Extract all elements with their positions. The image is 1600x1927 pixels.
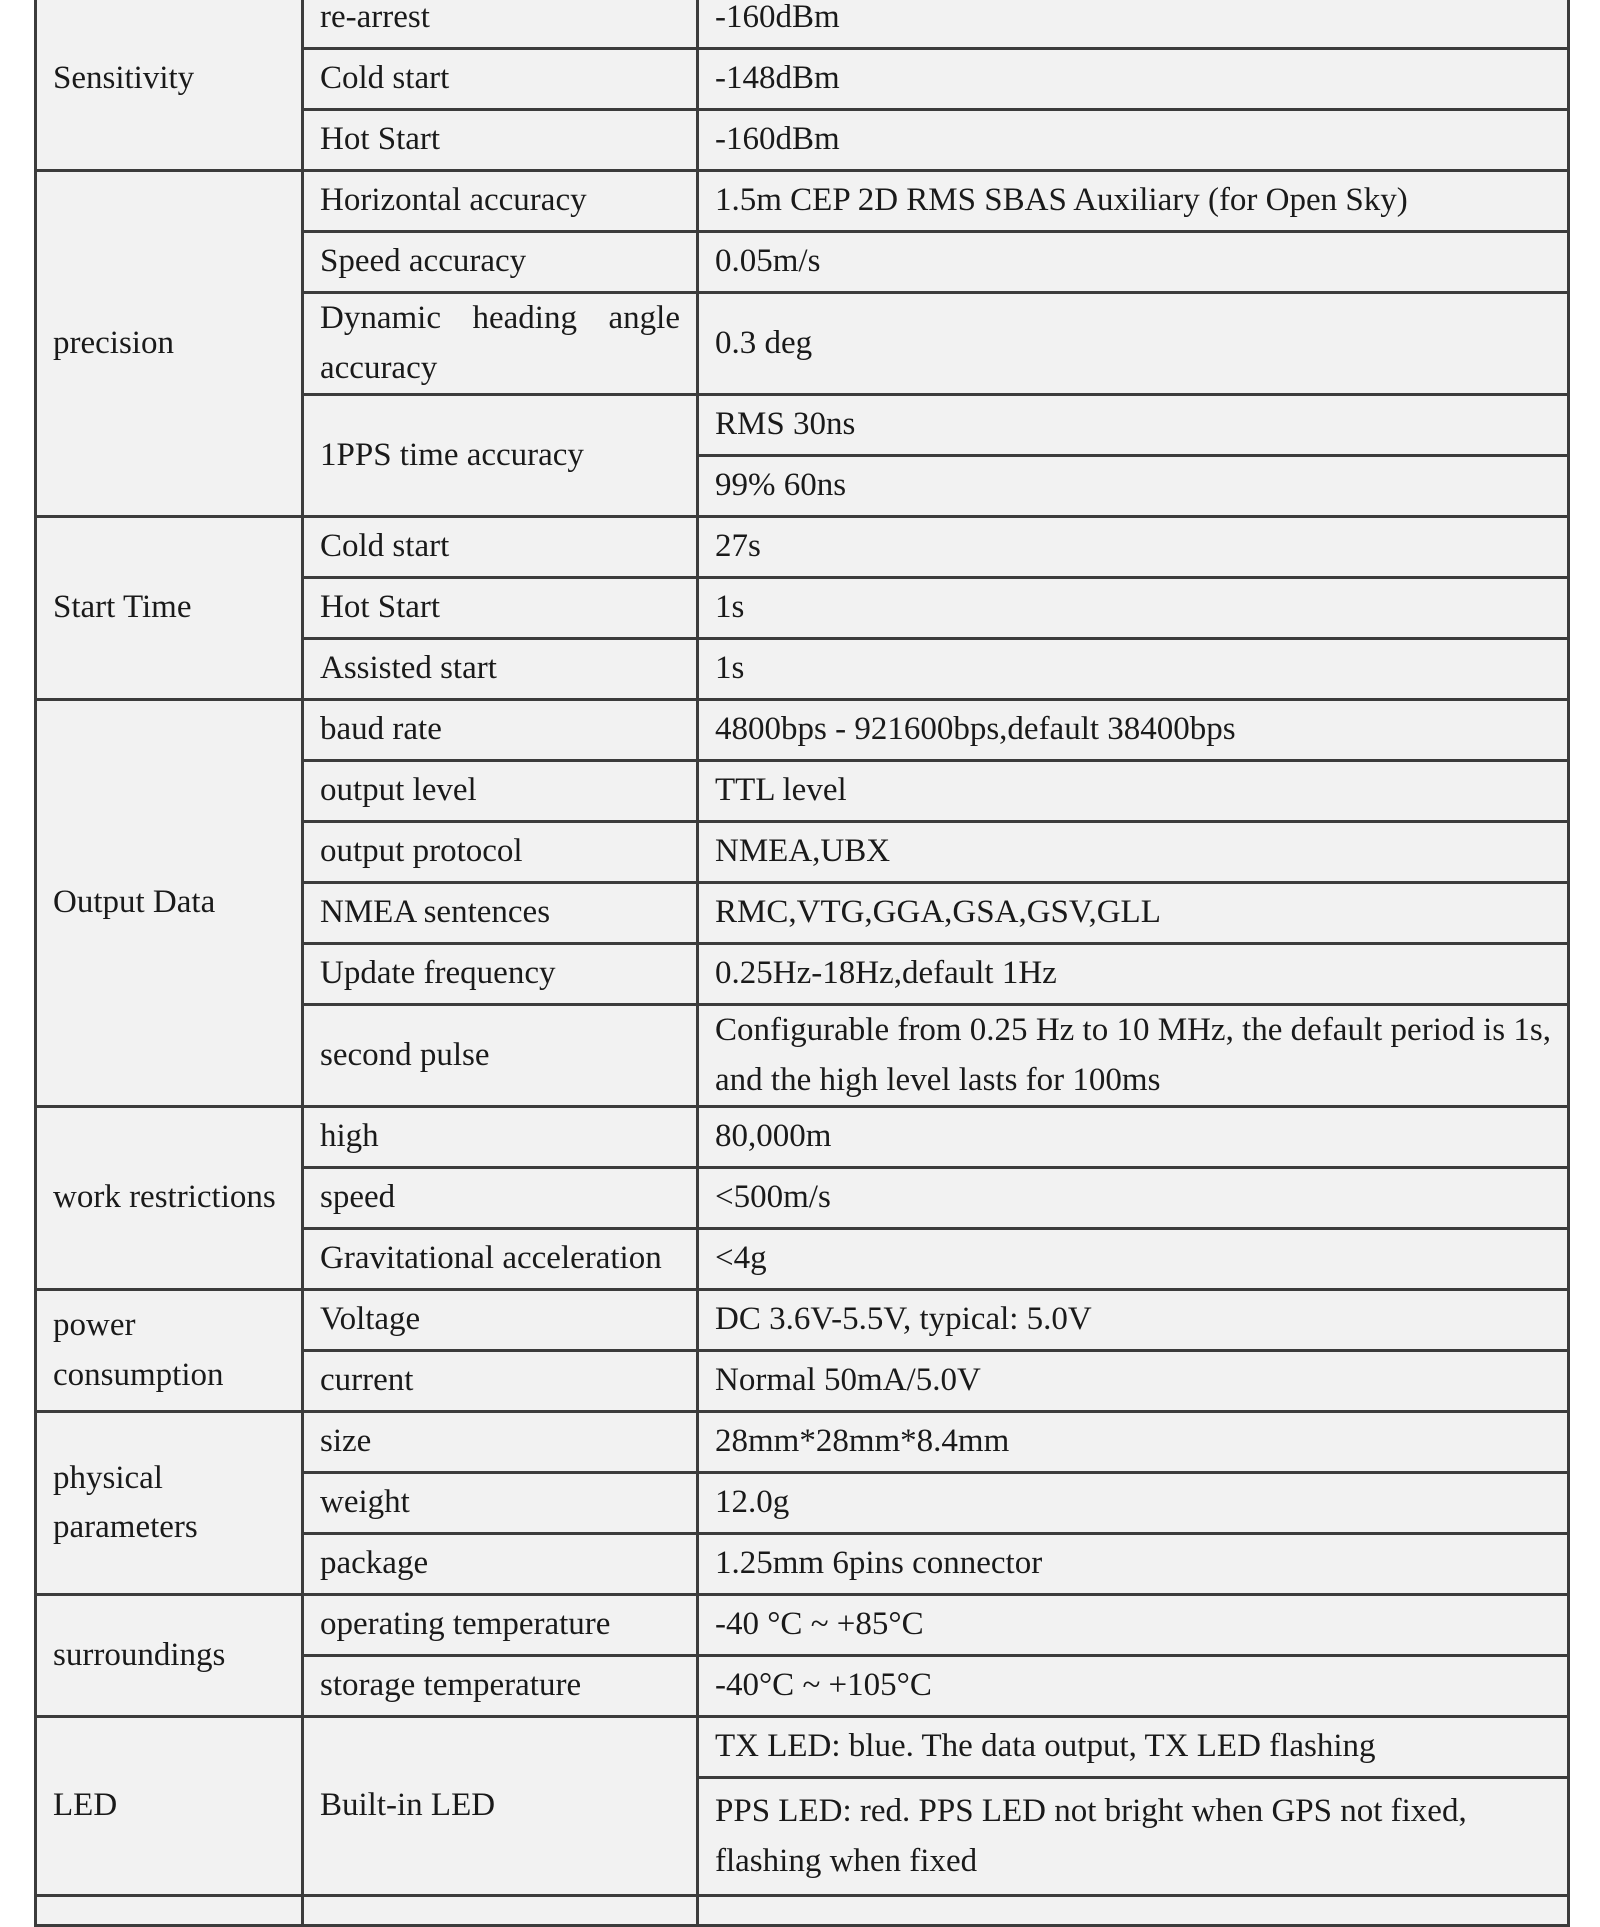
value-current: Normal 50mA/5.0V: [698, 1351, 1569, 1412]
param-re-arrest: re-arrest: [303, 0, 698, 49]
param-second-pulse: second pulse: [303, 1005, 698, 1107]
param-weight: weight: [303, 1473, 698, 1534]
value-package: 1.25mm 6pins connector: [698, 1534, 1569, 1595]
param-heading-accuracy: Dynamic heading angle accuracy: [303, 293, 698, 395]
param-start-hot-start: Hot Start: [303, 578, 698, 639]
param-assisted-start: Assisted start: [303, 639, 698, 700]
param-size: size: [303, 1412, 698, 1473]
spec-table: [34, 0, 1570, 1927]
param-current: current: [303, 1351, 698, 1412]
value-second-pulse: Configurable from 0.25 Hz to 10 MHz, the default period is 1s, and the high level lasts for 100ms: [698, 1005, 1569, 1107]
table-row: [36, 0, 1569, 49]
param-start-cold-start: Cold start: [303, 517, 698, 578]
table-row: [36, 700, 1569, 761]
category-power-consumption: power consumption: [36, 1290, 303, 1412]
category-precision: precision: [36, 171, 303, 517]
value-gravitational-acceleration: <4g: [698, 1229, 1569, 1290]
value-1pps-rms: RMS 30ns: [698, 395, 1569, 456]
category-physical-parameters: physical parameters: [36, 1412, 303, 1595]
value-heading-accuracy: 0.3 deg: [698, 293, 1569, 395]
value-high: 80,000m: [698, 1107, 1569, 1168]
value-output-protocol: NMEA,UBX: [698, 822, 1569, 883]
table-row: [36, 1896, 1569, 1926]
param-high: high: [303, 1107, 698, 1168]
param-1pps-time-accuracy: 1PPS time accuracy: [303, 395, 698, 517]
param-speed-accuracy: Speed accuracy: [303, 232, 698, 293]
value-nmea-sentences: RMC,VTG,GGA,GSA,GSV,GLL: [698, 883, 1569, 944]
table-row: [36, 1717, 1569, 1778]
value-start-hot-start: 1s: [698, 578, 1569, 639]
value-size: 28mm*28mm*8.4mm: [698, 1412, 1569, 1473]
param-sensitivity-cold-start: Cold start: [303, 49, 698, 110]
value-sensitivity-hot-start: -160dBm: [698, 110, 1569, 171]
table-row: [36, 1107, 1569, 1168]
param-gravitational-acceleration: Gravitational acceleration: [303, 1229, 698, 1290]
value-speed-accuracy: 0.05m/s: [698, 232, 1569, 293]
empty-cell: [303, 1896, 698, 1926]
value-weight: 12.0g: [698, 1473, 1569, 1534]
value-assisted-start: 1s: [698, 639, 1569, 700]
value-tx-led: TX LED: blue. The data output, TX LED flashing: [698, 1717, 1569, 1778]
value-start-cold-start: 27s: [698, 517, 1569, 578]
category-surroundings: surroundings: [36, 1595, 303, 1717]
param-built-in-led: Built-in LED: [303, 1717, 698, 1896]
param-output-level: output level: [303, 761, 698, 822]
value-sensitivity-cold-start: -148dBm: [698, 49, 1569, 110]
value-voltage: DC 3.6V-5.5V, typical: 5.0V: [698, 1290, 1569, 1351]
table-row: [36, 517, 1569, 578]
table-row: [36, 1595, 1569, 1656]
value-pps-led: PPS LED: red. PPS LED not bright when GPS not fixed, flashing when fixed: [698, 1778, 1569, 1896]
table-row: [36, 1412, 1569, 1473]
value-horizontal-accuracy: 1.5m CEP 2D RMS SBAS Auxiliary (for Open Sky): [698, 171, 1569, 232]
param-output-protocol: output protocol: [303, 822, 698, 883]
value-output-level: TTL level: [698, 761, 1569, 822]
param-horizontal-accuracy: Horizontal accuracy: [303, 171, 698, 232]
value-storage-temperature: -40°C ~ +105°C: [698, 1656, 1569, 1717]
param-storage-temperature: storage temperature: [303, 1656, 698, 1717]
category-led: LED: [36, 1717, 303, 1896]
param-sensitivity-hot-start: Hot Start: [303, 110, 698, 171]
table-row: [36, 1290, 1569, 1351]
category-start-time: Start Time: [36, 517, 303, 700]
param-speed: speed: [303, 1168, 698, 1229]
param-package: package: [303, 1534, 698, 1595]
value-1pps-99: 99% 60ns: [698, 456, 1569, 517]
param-operating-temperature: operating temperature: [303, 1595, 698, 1656]
param-baud-rate: baud rate: [303, 700, 698, 761]
value-speed: <500m/s: [698, 1168, 1569, 1229]
value-baud-rate: 4800bps - 921600bps,default 38400bps: [698, 700, 1569, 761]
empty-cell: [698, 1896, 1569, 1926]
value-re-arrest: -160dBm: [698, 0, 1569, 49]
param-nmea-sentences: NMEA sentences: [303, 883, 698, 944]
table-row: [36, 171, 1569, 232]
value-operating-temperature: -40 °C ~ +85°C: [698, 1595, 1569, 1656]
category-output-data: Output Data: [36, 700, 303, 1107]
param-update-frequency: Update frequency: [303, 944, 698, 1005]
param-voltage: Voltage: [303, 1290, 698, 1351]
category-work-restrictions: work restrictions: [36, 1107, 303, 1290]
category-sensitivity: Sensitivity: [36, 0, 303, 171]
empty-cell: [36, 1896, 303, 1926]
value-update-frequency: 0.25Hz-18Hz,default 1Hz: [698, 944, 1569, 1005]
